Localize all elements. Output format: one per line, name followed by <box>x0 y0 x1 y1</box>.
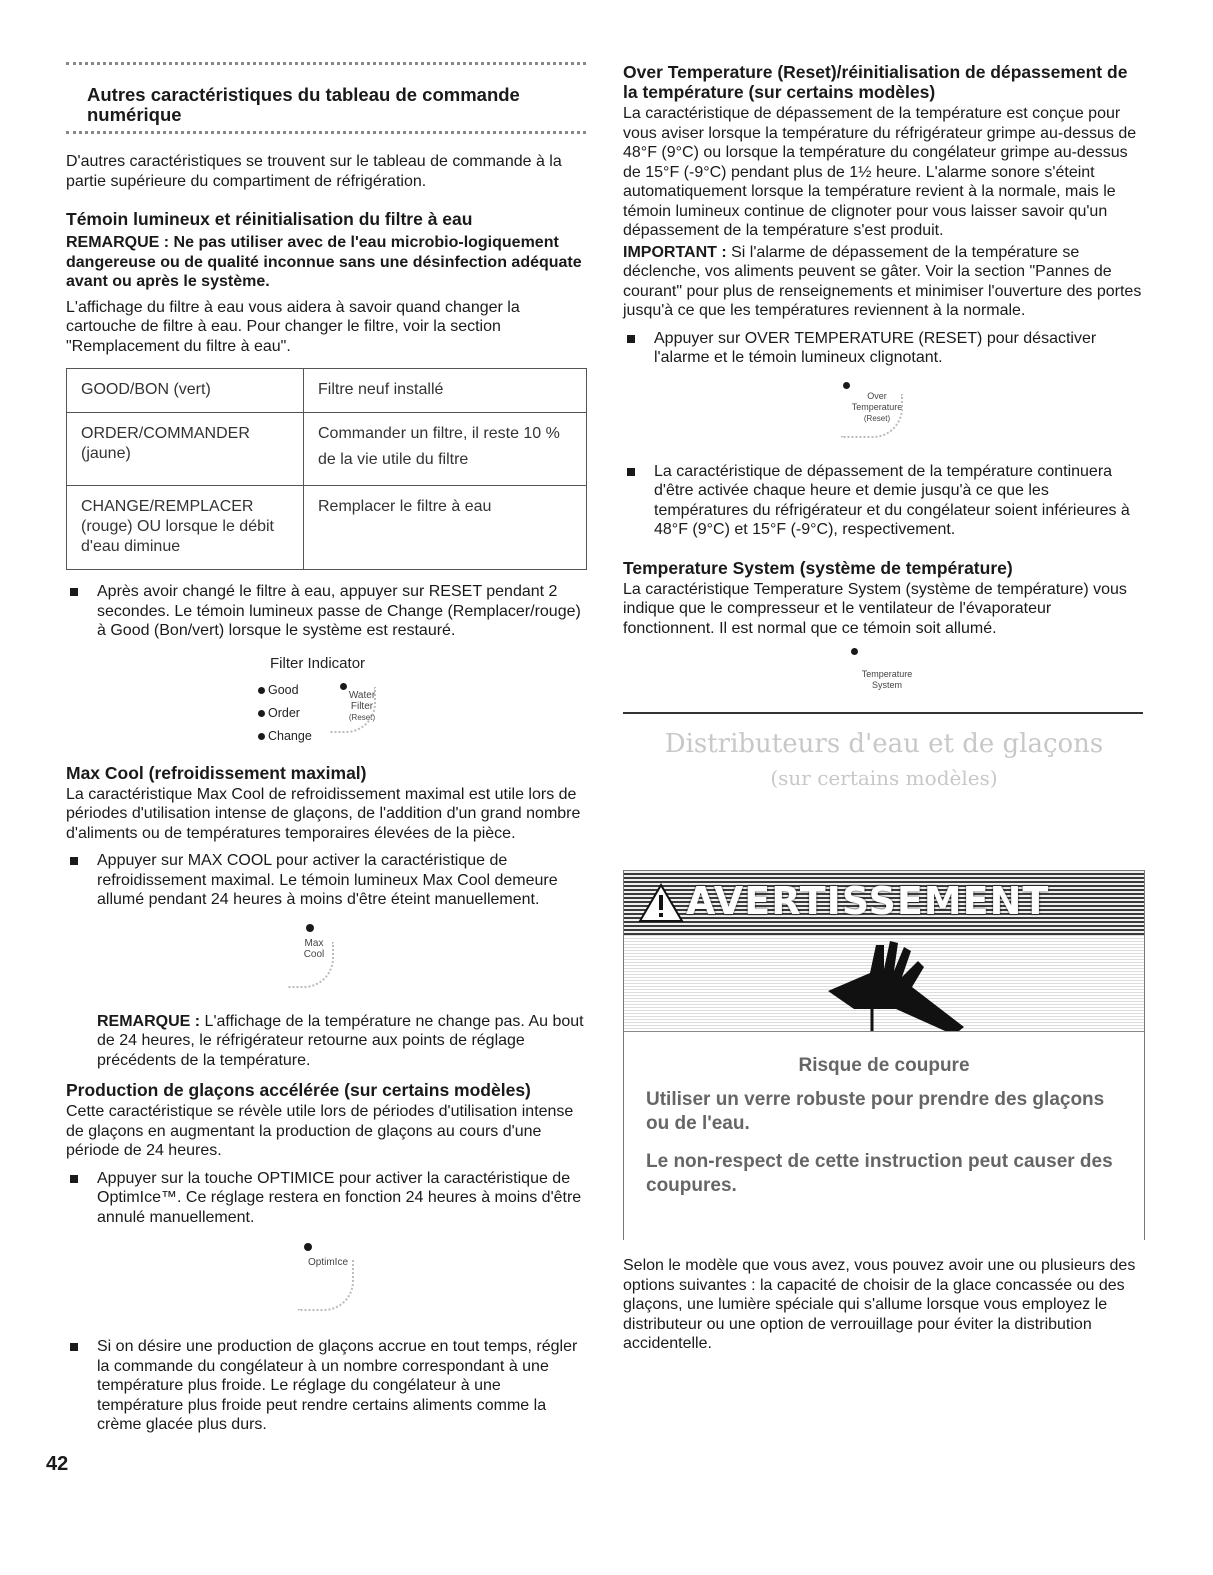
water-filter-reset-button[interactable] <box>332 683 392 723</box>
status-cell: GOOD/BON (vert) <box>67 369 304 413</box>
temperature-label: Temperature <box>851 401 903 412</box>
led-icon <box>843 382 850 389</box>
warning-body <box>624 1031 1144 1240</box>
filter-reset-bullet: Après avoir changé le filtre à eau, appuyer sur RESET pendant 2 secondes. Le témoin lumineux passe de Change (Remplacer/rouge) à Good (Bon/vert) lorsque le système est restauré. <box>66 582 586 641</box>
status-cell: ORDER/COMMANDER (jaune) <box>67 413 304 486</box>
led-icon <box>258 687 265 694</box>
closing-text: Selon le modèle que vous avez, vous pouvez avoir une ou plusieurs des options suivantes : la capacité de choisir de la glace concassée ou des glaçons, une lumière spéciale qui s'allume lorsque vous employez le distributeur ou une option de verrouillage pour éviter la distribution accidentelle. <box>623 1257 1136 1352</box>
right-column <box>623 62 1145 794</box>
meaning-cell: Commander un filtre, il reste 10 % de la vie utile du filtre <box>304 413 587 486</box>
filter-note: REMARQUE : Ne pas utiliser avec de l'eau microbio-logiquement dangereuse ou de qualité inconnue sans une désinfection adéquate avant ou après le système. <box>66 234 582 290</box>
reset-label: (Reset) <box>863 413 891 423</box>
button-arc-icon <box>298 1259 354 1311</box>
warning-risk: Risque de coupure <box>798 1055 970 1076</box>
optimice-button[interactable] <box>304 1243 384 1321</box>
overtemp-bullet: Appuyer sur OVER TEMPERATURE (RESET) pour désactiver l'alarme et le témoin lumineux clignotant. <box>623 329 1145 368</box>
indicator-change-label: Change <box>268 728 312 743</box>
section-subtitle: (sur certains modèles) <box>770 766 998 790</box>
temperature-label: Temperature <box>861 669 913 679</box>
maxcool-heading: Max Cool (refroidissement maximal) <box>66 762 367 783</box>
led-icon <box>258 710 265 717</box>
led-icon <box>306 924 314 932</box>
filter-description: L'affichage du filtre à eau vous aidera à savoir quand changer la cartouche de filtre à eau. Pour changer le filtre, voir la section "Remplacement du filtre à eau". <box>66 298 520 355</box>
warning-title: AVERTISSEMENT <box>686 879 1050 923</box>
indicator-order <box>258 706 312 720</box>
optimice-heading: Production de glaçons accélérée (sur certains modèles) <box>66 1080 531 1100</box>
overtemp-important <box>623 243 1145 321</box>
maxcool-description: La caractéristique Max Cool de refroidissement maximal est utile lors de périodes d'utilisation intense de glaçons, de l'addition d'un grand nombre d'aliments ou de températures temporaires élevées de la pièce. <box>66 785 581 842</box>
overtemp-continue-bullet: La caractéristique de dépassement de la température continuera d'être activée chaque heure et demie jusqu'à ce que les températures du réfrigérateur et du congélateur soient inférieures à 48°F (9°C) et 15°F (-9°C), respectivement. <box>623 462 1145 540</box>
button-arc-icon <box>288 942 334 988</box>
optimice-description: Cette caractéristique se révèle utile lors de périodes d'utilisation intense de glaçons en augmentant la production de glaçons au cours d'une période de 24 heures. <box>66 1103 574 1159</box>
intro-text: D'autres caractéristiques se trouvent sur le tableau de commande à la partie supérieure du compartiment de réfrigération. <box>66 153 562 190</box>
box-title <box>66 65 586 131</box>
overtemp-heading: Over Temperature (Reset)/réinitialisation de dépassement de la température (sur certains modèles) <box>623 62 1128 102</box>
important-text: Si l'alarme de dépassement de la température se déclenche, vos aliments peuvent se gâter. Voir la section "Pannes de courant" pour plus de renseignements et minimiser l'ouverture des portes jusqu'à ce que les températures reviennent à la normale. <box>623 243 1142 319</box>
warning-box <box>623 870 1145 1240</box>
meaning-cell: Filtre neuf installé <box>304 369 587 413</box>
page-number: 42 <box>46 1452 69 1475</box>
table-row <box>67 413 587 486</box>
maxcool-note <box>66 1012 586 1071</box>
status-cell: CHANGE/REMPLACER (rouge) OU lorsque le débit d'eau diminue <box>67 486 304 570</box>
over-label: Over <box>867 390 887 401</box>
cut-hand-icon <box>814 939 974 1035</box>
important-label: IMPORTANT : <box>623 243 727 261</box>
led-icon <box>304 1243 312 1251</box>
system-label: System <box>871 680 902 690</box>
max-label: Max <box>304 937 324 949</box>
warning-header <box>624 871 1144 935</box>
warning-triangle-icon <box>638 883 684 923</box>
indicator-title: Filter Indicator <box>270 654 366 672</box>
indicator-list <box>258 683 312 743</box>
over-temperature-reset-button[interactable] <box>837 382 917 456</box>
indicator-order-label: Order <box>268 705 300 720</box>
box-bottom-rule <box>66 131 586 134</box>
maxcool-bullet: Appuyer sur MAX COOL pour activer la caractéristique de refroidissement maximal. Le témoin lumineux Max Cool demeure allumé pendant 24 heures à moins d'être éteint manuellement. <box>66 851 586 910</box>
box-title-text: Autres caractéristiques du tableau de commande numérique <box>87 84 520 125</box>
indicator-good-label: Good <box>268 682 299 697</box>
cool-label: Cool <box>303 948 325 960</box>
button-arc-icon <box>330 687 376 733</box>
filter-indicator-graphic <box>66 655 586 755</box>
filter-heading: Témoin lumineux et réinitialisation du filtre à eau <box>66 209 473 229</box>
led-icon <box>258 733 265 740</box>
button-arc-icon <box>841 394 903 438</box>
maxcool-note-label: REMARQUE : <box>97 1012 201 1030</box>
led-icon <box>851 648 858 655</box>
reset-label: (Reset) <box>348 712 376 722</box>
optimice-bullet: Appuyer sur la touche OPTIMICE pour activer la caractéristique de OptimIce™. Ce réglage restera en fonction 24 heures à moins d'être annulé manuellement. <box>66 1169 586 1228</box>
indicator-change <box>258 729 312 743</box>
table-row <box>67 369 587 413</box>
optimice-freezer-bullet: Si on désire une production de glaçons accrue en tout temps, régler la commande du congélateur à un nombre correspondant à une température plus froide. Le réglage du congélateur à une température plus froide peut rendre certains aliments comme la crème glacée plus durs. <box>66 1337 586 1435</box>
warning-line-2: Le non-respect de cette instruction peut causer des coupures. <box>646 1151 1113 1196</box>
indicator-good <box>258 683 312 697</box>
filter-label: Filter <box>350 700 374 712</box>
maxcool-note-text: L'affichage de la température ne change pas. Au bout de 24 heures, le réfrigérateur retourne aux points de réglage précédents de la température. <box>97 1012 584 1069</box>
left-column <box>46 62 586 1476</box>
overtemp-description: La caractéristique de dépassement de la température est conçue pour vous aviser lorsque la température du réfrigérateur grimpe au-dessus de 48°F (9°C) ou lorsque la température du congélateur grimpe au-dessus de 15°F (-9°C) pendant plus de 1½ heure. L'alarme sonore s'éteint automatiquement lorsque la température revient à la normale, mais le témoin lumineux continue de clignoter pour vous laisser savoir qu'un dépassement de la température s'est produit. <box>623 105 1137 239</box>
meaning-cell: Remplacer le filtre à eau <box>304 486 587 570</box>
table-row <box>67 486 587 570</box>
filter-status-table <box>66 368 587 570</box>
temperature-system-indicator <box>623 648 1123 712</box>
tempsys-heading: Temperature System (système de température) <box>623 557 1013 578</box>
warning-line-1: Utiliser un verre robuste pour prendre des glaçons ou de l'eau. <box>646 1089 1105 1134</box>
section-divider <box>623 712 1143 714</box>
optimice-label: OptimIce <box>308 1257 349 1268</box>
water-label: Water <box>348 689 376 701</box>
closing-paragraph <box>623 1256 1143 1354</box>
max-cool-button[interactable] <box>284 924 344 1006</box>
tempsys-description: La caractéristique Temperature System (système de température) vous indique que le compresseur et le ventilateur de l'évaporateur fonctionnent. Il est normal que ce témoin soit allumé. <box>623 580 1127 637</box>
section-title: Distributeurs d'eau et de glaçons <box>664 729 1104 759</box>
